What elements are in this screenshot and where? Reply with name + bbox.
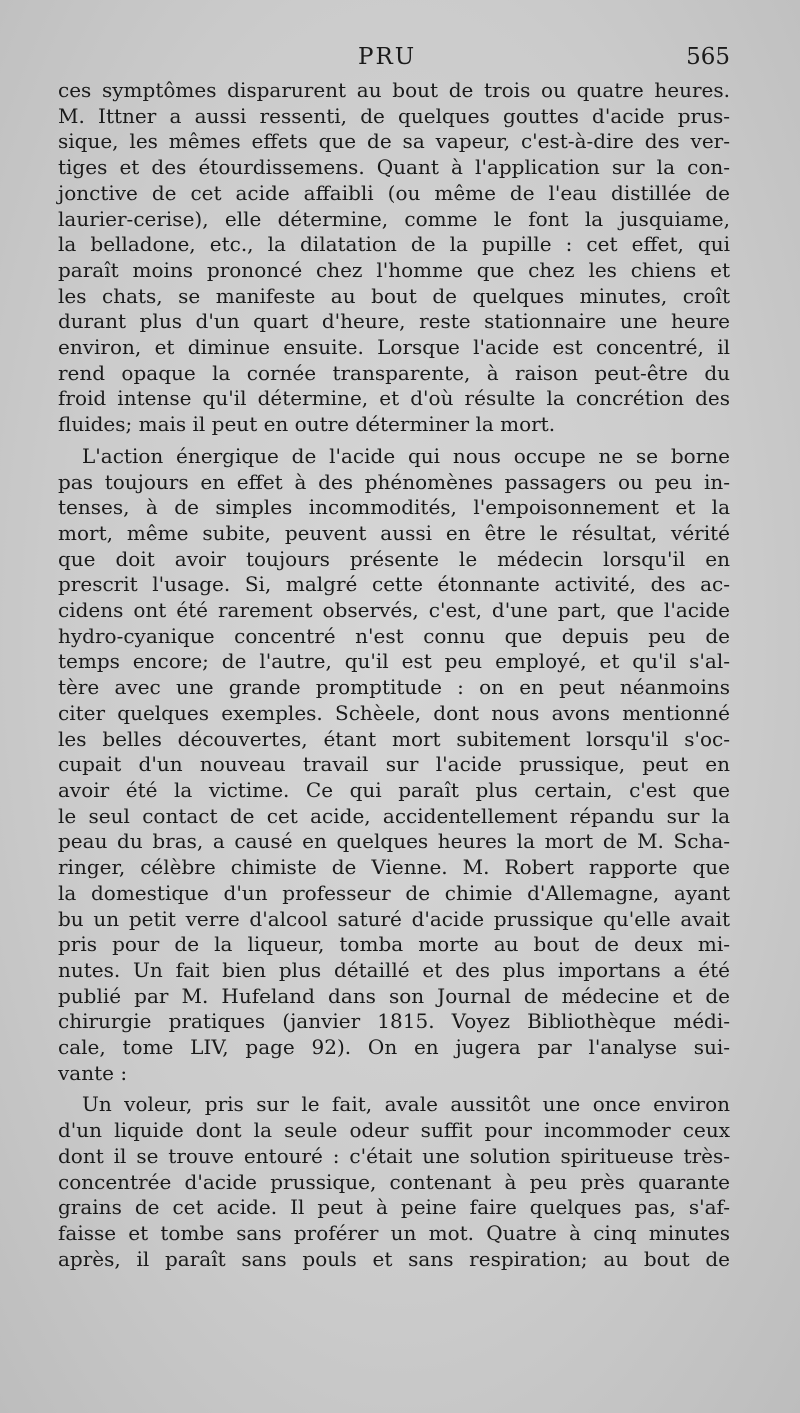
text-line: les belles découvertes, étant mort subitement lorsqu'il s'oc- <box>58 726 730 751</box>
text-line: laurier-cerise), elle détermine, comme le font la jusquiame, <box>58 206 730 231</box>
text-line: les chats, se manifeste au bout de quelques minutes, croît <box>58 283 730 308</box>
text-line: hydro-cyanique concentré n'est connu que depuis peu de <box>58 623 730 648</box>
text-line: nutes. Un fait bien plus détaillé et des plus importans a été <box>58 957 730 982</box>
book-page <box>58 44 730 1272</box>
text-line: grains de cet acide. Il peut à peine faire quelques pas, s'af- <box>58 1195 730 1220</box>
text-line: froid intense qu'il détermine, et d'où résulte la concrétion des <box>58 386 730 411</box>
page-number: 565 <box>686 44 730 70</box>
text-line: mort, même subite, peuvent aussi en être le résultat, vérité <box>58 520 730 545</box>
body-text <box>58 78 730 1272</box>
text-line: cale, tome LIV, page 92). On en jugera par l'analyse sui- <box>58 1035 730 1060</box>
text-line: concentrée d'acide prussique, contenant à peu près quarante <box>58 1169 730 1194</box>
paragraph <box>58 1092 730 1272</box>
text-line: cidens ont été rarement observés, c'est, d'une part, que l'acide <box>58 598 730 623</box>
text-line: peau du bras, a causé en quelques heures la mort de M. Scha- <box>58 829 730 854</box>
text-line: citer quelques exemples. Schèele, dont nous avons mentionné <box>58 700 730 725</box>
text-line: sique, les mêmes effets que de sa vapeur, c'est-à-dire des ver- <box>58 129 730 154</box>
text-line: la belladone, etc., la dilatation de la pupille : cet effet, qui <box>58 232 730 257</box>
text-line: environ, et diminue ensuite. Lorsque l'acide est concentré, il <box>58 335 730 360</box>
text-line: le seul contact de cet acide, accidentellement répandu sur la <box>58 803 730 828</box>
text-line: publié par M. Hufeland dans son Journal de médecine et de <box>58 983 730 1008</box>
text-line: vante : <box>58 1060 128 1085</box>
text-line: ces symptômes disparurent au bout de trois ou quatre heures. <box>58 78 730 102</box>
paragraph <box>58 444 730 1087</box>
text-line: avoir été la victime. Ce qui paraît plus certain, c'est que <box>58 777 730 802</box>
text-line: L'action énergique de l'acide qui nous occupe ne se borne <box>82 443 730 468</box>
text-line: jonctive de cet acide affaibli (ou même de l'eau distillée de <box>58 180 730 205</box>
text-line: tère avec une grande promptitude : on en peut néanmoins <box>58 675 730 700</box>
text-line: faisse et tombe sans proférer un mot. Quatre à cinq minutes <box>58 1220 730 1245</box>
text-line: pas toujours en effet à des phénomènes passagers ou peu in- <box>58 469 730 494</box>
text-line: que doit avoir toujours présente le médecin lorsqu'il en <box>58 546 730 571</box>
text-line: dont il se trouve entouré : c'était une solution spiritueuse très- <box>58 1143 730 1168</box>
text-line: pris pour de la liqueur, tomba morte au bout de deux mi- <box>58 932 730 957</box>
text-line: fluides; mais il peut en outre déterminer la mort. <box>58 412 556 437</box>
text-line: chirurgie pratiques (janvier 1815. Voyez Bibliothèque médi- <box>58 1009 730 1034</box>
text-line: M. Ittner a aussi ressenti, de quelques gouttes d'acide prus- <box>58 103 730 128</box>
running-title: PRU <box>358 44 417 70</box>
text-line: la domestique d'un professeur de chimie d'Allemagne, ayant <box>58 880 730 905</box>
text-line: temps encore; de l'autre, qu'il est peu employé, et qu'il s'al- <box>58 649 730 674</box>
text-line: cupait d'un nouveau travail sur l'acide prussique, peut en <box>58 752 730 777</box>
text-line: prescrit l'usage. Si, malgré cette étonnante activité, des ac- <box>58 572 730 597</box>
text-line: après, il paraît sans pouls et sans respiration; au bout de <box>58 1246 730 1271</box>
text-line: durant plus d'un quart d'heure, reste stationnaire une heure <box>58 309 730 334</box>
text-line: rend opaque la cornée transparente, à raison peut-être du <box>58 360 730 385</box>
text-line: d'un liquide dont la seule odeur suffit pour incommoder ceux <box>58 1118 730 1143</box>
text-line: ringer, célèbre chimiste de Vienne. M. Robert rapporte que <box>58 855 730 880</box>
text-line: tenses, à de simples incommodités, l'empoisonnement et la <box>58 495 730 520</box>
text-line: paraît moins prononcé chez l'homme que chez les chiens et <box>58 257 730 282</box>
text-line: Un voleur, pris sur le fait, avale aussitôt une once environ <box>82 1092 730 1117</box>
paragraph <box>58 78 730 438</box>
text-line: bu un petit verre d'alcool saturé d'acide prussique qu'elle avait <box>58 906 730 931</box>
text-line: tiges et des étourdissemens. Quant à l'application sur la con- <box>58 155 730 180</box>
running-head <box>58 44 730 78</box>
